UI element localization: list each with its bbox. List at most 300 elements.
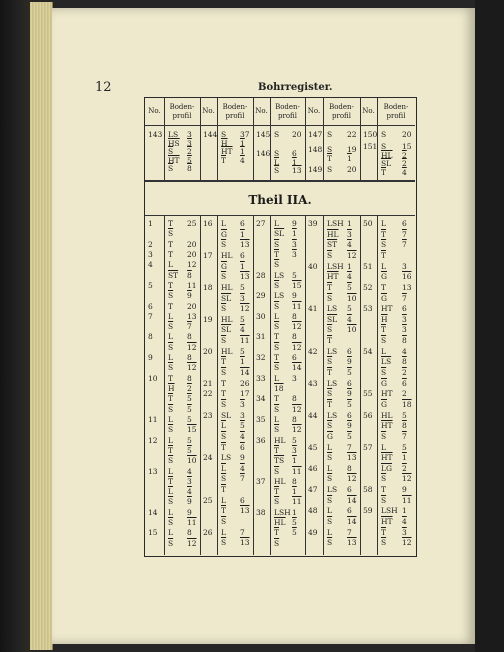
profile-depth: 5: [292, 435, 297, 445]
profile-layer: $\overline{S}$: [381, 495, 387, 505]
profile-layer: $\overline{S}$: [221, 272, 227, 282]
entry-number: 31: [256, 332, 266, 342]
profile-layer: $\overline{LS}$: [381, 357, 392, 367]
profile-layer: $\overline{T}$: [327, 153, 333, 163]
profile-depth: 3: [187, 138, 192, 148]
profile-layer: $\overline{S}$: [327, 453, 333, 463]
entry-number: 47: [308, 485, 318, 495]
profile-depth: 8: [402, 336, 407, 346]
profile-layer: L: [168, 311, 173, 321]
profile-depth: 6: [347, 378, 352, 388]
profile-depth: 4: [402, 517, 407, 527]
profile-layer: $\overline{S}$: [327, 538, 333, 548]
profile-layer: L: [274, 414, 279, 424]
profile-layer: $\overline{G}$: [327, 431, 333, 441]
profile-depth: 26: [240, 378, 250, 388]
profile-depth: 16: [402, 272, 412, 282]
profile-depth: 6: [240, 495, 245, 505]
profile-layer: $\overline{L}$: [274, 157, 279, 167]
profile-depth: 13: [240, 506, 250, 516]
profile-depth: 6: [240, 442, 245, 452]
profile-depth: 1: [347, 219, 352, 228]
profile-depth: 10: [347, 325, 357, 335]
bore-register-table: [144, 97, 417, 557]
profile-layer: $\overline{S}$: [274, 239, 280, 249]
profile-layer: $\overline{S}$: [221, 474, 227, 484]
profile-layer: HL: [274, 476, 286, 486]
profile-depth: 11: [292, 497, 302, 507]
profile-layer: S: [381, 142, 387, 151]
profile-depth: 1: [240, 261, 245, 271]
profile-layer: L: [381, 346, 386, 356]
profile-depth: 5: [240, 282, 245, 292]
profile-layer: $\overline{S}$: [327, 495, 333, 505]
running-head: Bohrregister.: [258, 82, 333, 93]
profile-depth: 6: [347, 506, 352, 516]
profile-layer: T: [168, 373, 174, 383]
profile-layer: HL: [221, 346, 233, 356]
profile-depth: 11: [187, 280, 197, 290]
entry-number: 49: [308, 527, 318, 537]
profile-depth: 20: [187, 249, 197, 259]
profile-depth: 22: [347, 130, 357, 139]
profile-depth: 1: [240, 147, 245, 156]
entry-number: 28: [256, 270, 266, 280]
profile-depth: 12: [187, 342, 197, 352]
profile-depth: 7: [240, 527, 245, 537]
profile-layer: $\overline{S}$: [327, 474, 333, 484]
profile-depth: 11: [292, 301, 302, 311]
profile-depth: 4: [402, 167, 407, 177]
profile-depth: 4: [187, 466, 192, 476]
profile-layer: $\overline{S}$: [168, 425, 174, 435]
profile-layer: $\overline{S}$: [168, 456, 174, 466]
profile-depth: 12: [292, 322, 302, 332]
profile-depth: 8: [187, 373, 192, 383]
profile-depth: 3: [240, 399, 245, 409]
column-rule: [305, 215, 306, 555]
profile-layer: L: [168, 507, 173, 517]
profile-depth: 2: [402, 368, 407, 378]
profile-depth: 12: [187, 538, 197, 548]
column-rule: [360, 215, 361, 555]
profile-layer: T: [168, 280, 174, 290]
profile-depth: 20: [347, 165, 357, 174]
profile-layer: L: [327, 463, 332, 473]
profile-depth: 7: [402, 229, 407, 239]
profile-depth: 12: [402, 474, 412, 484]
profile-layer: L: [274, 373, 279, 383]
profile-layer: $\overline{L}$: [221, 421, 226, 431]
profile-depth: 6: [240, 250, 245, 260]
profile-layer: $\overline{S}$: [168, 229, 174, 239]
profile-layer: $\overline{T}$: [221, 485, 227, 495]
profile-depth: 8: [187, 164, 192, 173]
entry-number: 144: [203, 130, 218, 139]
profile-depth: 4: [240, 463, 245, 473]
entry-number: 149: [308, 165, 323, 174]
profile-layer: L: [327, 506, 332, 516]
profile-layer: S: [274, 130, 280, 139]
entry-number: 34: [256, 394, 266, 404]
profile-depth: 5: [187, 445, 192, 455]
profile-depth: 6: [240, 219, 245, 228]
profile-depth: 3: [402, 261, 407, 271]
profile-layer: L: [327, 527, 332, 537]
profile-layer: S: [221, 130, 227, 139]
profile-depth: 7: [402, 431, 407, 441]
header-no: No.: [362, 107, 375, 115]
profile-depth: 12: [292, 342, 302, 352]
profile-layer: $\overline{S}$: [168, 322, 174, 332]
profile-layer: $\overline{S}$: [381, 538, 387, 548]
entry-number: 12: [148, 435, 158, 445]
profile-layer: $\overline{S}$: [274, 425, 280, 435]
profile-layer: $\overline{S}$: [221, 517, 227, 527]
profile-depth: 8: [292, 394, 297, 404]
profile-depth: 5: [402, 442, 407, 452]
profile-depth: 9: [240, 453, 245, 463]
profile-depth: 1: [292, 229, 297, 239]
profile-layer: $\overline{L}$: [168, 487, 173, 497]
profile-depth: 9: [187, 507, 192, 517]
profile-depth: 3: [292, 249, 297, 259]
profile-layer: L: [381, 442, 386, 452]
profile-layer: $\overline{HT}$: [381, 421, 393, 431]
header-bodenprofil: Boden- profil: [222, 102, 248, 120]
profile-layer: S: [274, 149, 280, 158]
profile-layer: LS: [168, 130, 179, 139]
profile-depth: 5: [240, 314, 245, 324]
profile-layer: HL: [221, 250, 233, 260]
profile-layer: $\overline{S}$: [274, 497, 280, 507]
entry-number: 40: [308, 261, 318, 271]
profile-layer: $\overline{T}$: [327, 399, 333, 409]
profile-layer: L: [274, 311, 279, 321]
profile-depth: 4: [347, 272, 352, 282]
profile-layer: $\overline{T}$: [381, 325, 387, 335]
profile-depth: 6: [347, 346, 352, 356]
profile-layer: $\overline{G}$: [381, 378, 387, 388]
profile-depth: 8: [347, 463, 352, 473]
entry-number: 25: [203, 495, 213, 505]
profile-depth: 9: [347, 421, 352, 431]
entry-number: 15: [148, 528, 158, 538]
profile-layer: L: [221, 219, 226, 228]
profile-depth: 1: [292, 487, 297, 497]
profile-layer: $\overline{G}$: [221, 229, 227, 239]
profile-depth: 1: [240, 229, 245, 239]
profile-layer: $\overline{S}$: [168, 404, 174, 414]
profile-depth: 8: [187, 270, 192, 280]
profile-layer: $\overline{HT}$: [327, 272, 339, 282]
profile-depth: 15: [292, 280, 302, 290]
entry-number: 45: [308, 442, 318, 452]
profile-depth: 1: [347, 261, 352, 271]
profile-layer: T: [221, 389, 227, 399]
profile-depth: 14: [347, 517, 357, 527]
profile-layer: $\overline{S}$: [327, 325, 333, 335]
entry-number: 51: [363, 261, 373, 271]
profile-layer: T: [274, 394, 280, 404]
entry-number: 8: [148, 332, 153, 342]
profile-layer: LS: [327, 485, 338, 495]
profile-depth: 9: [347, 389, 352, 399]
entry-number: 33: [256, 373, 266, 383]
profile-layer: HL: [221, 282, 233, 292]
profile-layer: LSH: [274, 507, 291, 517]
section-title: Theil IIA.: [248, 193, 312, 207]
entry-number: 50: [363, 219, 373, 228]
profile-layer: $\overline{S}$: [168, 363, 174, 373]
profile-layer: T: [168, 301, 174, 311]
profile-layer: S: [327, 165, 333, 174]
entry-number: 58: [363, 485, 373, 495]
profile-layer: L: [274, 219, 279, 228]
profile-depth: 11: [292, 466, 302, 476]
profile-depth: 5: [347, 282, 352, 292]
entry-number: 23: [203, 410, 213, 420]
profile-depth: 13: [402, 282, 412, 292]
profile-depth: 2: [402, 463, 407, 473]
profile-layer: $\overline{S}$: [274, 166, 280, 175]
profile-depth: 3: [402, 527, 407, 537]
profile-depth: 6: [402, 219, 407, 228]
profile-layer: $\overline{T}$: [221, 506, 227, 516]
profile-layer: $\overline{T}$: [274, 487, 280, 497]
profile-depth: 15: [402, 142, 412, 151]
header-no: No.: [255, 107, 268, 115]
profile-layer: $\overline{S}$: [381, 474, 387, 484]
entry-number: 10: [148, 373, 158, 383]
profile-layer: $\overline{H}$: [381, 314, 388, 324]
profile-depth: 13: [292, 166, 302, 175]
profile-depth: 3: [187, 130, 192, 139]
profile-depth: 14: [347, 495, 357, 505]
profile-depth: 10: [347, 293, 357, 303]
profile-layer: $\overline{HL}$: [327, 229, 339, 239]
entry-number: 2: [148, 239, 153, 249]
profile-depth: 5: [347, 399, 352, 409]
profile-depth: 6: [347, 485, 352, 495]
profile-layer: S: [327, 130, 333, 139]
profile-layer: $\overline{S}$: [221, 538, 227, 548]
profile-layer: $\overline{SL}$: [327, 314, 338, 324]
profile-layer: $\overline{T}$: [221, 357, 227, 367]
column-rule: [270, 215, 271, 555]
profile-layer: $\overline{SL}$: [221, 325, 232, 335]
column-rule: [164, 215, 165, 555]
profile-layer: LS: [327, 410, 338, 420]
profile-depth: 1: [240, 138, 245, 148]
profile-depth: 12: [187, 260, 197, 270]
profile-layer: $\overline{H}$: [221, 138, 228, 148]
profile-depth: 8: [292, 476, 297, 486]
profile-depth: 3: [240, 293, 245, 303]
profile-layer: $\overline{S}$: [327, 357, 333, 367]
profile-layer: $\overline{S}$: [327, 250, 333, 260]
profile-depth: 13: [187, 311, 197, 321]
entry-number: 53: [363, 304, 373, 314]
profile-depth: 9: [292, 219, 297, 228]
profile-depth: 25: [187, 219, 197, 228]
profile-layer: T: [168, 219, 174, 228]
profile-layer: T: [168, 239, 174, 249]
profile-layer: LS: [274, 270, 285, 280]
profile-layer: $\overline{S}$: [221, 336, 227, 346]
column-rule: [253, 215, 254, 555]
profile-layer: $\overline{S}$: [381, 240, 387, 250]
profile-depth: 12: [347, 474, 357, 484]
entry-number: 27: [256, 219, 266, 228]
profile-depth: 1: [292, 157, 297, 167]
profile-layer: L: [168, 414, 173, 424]
profile-depth: 13: [347, 453, 357, 463]
profile-layer: L: [168, 332, 173, 342]
column-rule: [377, 215, 378, 555]
profile-layer: $\overline{TS}$: [274, 456, 285, 466]
entry-number: 56: [363, 410, 373, 420]
profile-layer: LSH: [327, 261, 344, 271]
profile-depth: 5: [292, 270, 297, 280]
profile-layer: $\overline{S}$: [274, 322, 280, 332]
header-bodenprofil: Boden- profil: [169, 102, 195, 120]
entry-number: 17: [203, 250, 213, 260]
profile-layer: L: [168, 353, 173, 363]
profile-depth: 14: [292, 363, 302, 373]
entry-number: 11: [148, 414, 158, 424]
profile-layer: $\overline{S}$: [327, 293, 333, 303]
profile-depth: 2: [402, 150, 407, 160]
profile-depth: 1: [402, 453, 407, 463]
profile-depth: 3: [402, 325, 407, 335]
profile-layer: $\overline{S}$: [168, 538, 174, 548]
profile-depth: 11: [402, 495, 412, 505]
profile-layer: HL: [274, 435, 286, 445]
profile-layer: $\overline{S}$: [168, 518, 174, 528]
entry-number: 4: [148, 260, 153, 270]
profile-layer: $\overline{S}$: [327, 389, 333, 399]
profile-depth: 13: [240, 240, 250, 250]
profile-depth: 10: [187, 456, 197, 466]
profile-layer: $\overline{S}$: [221, 304, 227, 314]
profile-depth: 3: [292, 373, 297, 383]
profile-depth: 5: [240, 421, 245, 431]
column-rule: [200, 215, 201, 555]
profile-depth: 20: [402, 130, 412, 139]
profile-depth: 6: [292, 353, 297, 363]
profile-depth: 13: [240, 538, 250, 548]
profile-layer: $\overline{H}$: [168, 384, 175, 393]
profile-layer: $\overline{T}$: [327, 368, 333, 378]
header-bodenprofil: Boden- profil: [329, 102, 354, 120]
profile-layer: HL: [381, 410, 393, 420]
profile-layer: $\overline{SL}$: [221, 293, 232, 303]
profile-depth: 8: [402, 357, 407, 367]
header-no: No.: [148, 107, 161, 115]
entry-number: 26: [203, 527, 213, 537]
profile-layer: $\overline{T}$: [381, 229, 387, 239]
entry-number: 35: [256, 414, 266, 424]
profile-depth: 3: [240, 410, 245, 420]
profile-layer: $\overline{HL}$: [381, 150, 393, 160]
profile-depth: 4: [347, 240, 352, 250]
profile-layer: $\overline{S}$: [381, 431, 387, 441]
profile-depth: 9: [187, 497, 192, 507]
profile-depth: 9: [402, 485, 407, 495]
book-spine: [0, 0, 30, 652]
profile-layer: T: [274, 332, 280, 342]
header-bodenprofil: Boden- profil: [275, 102, 300, 120]
profile-layer: T: [168, 249, 174, 259]
profile-depth: 6: [402, 378, 407, 388]
profile-layer: $\overline{SL}$: [381, 159, 392, 168]
profile-layer: $\overline{L}$: [221, 463, 226, 473]
profile-layer: $\overline{HT}$: [381, 517, 393, 527]
entry-number: 145: [256, 130, 271, 139]
entry-number: 22: [203, 389, 213, 399]
profile-depth: 20: [292, 130, 302, 139]
profile-depth: 20: [187, 301, 197, 311]
profile-layer: $\overline{T}$: [168, 476, 174, 486]
profile-layer: $\overline{T}$: [168, 394, 174, 404]
profile-layer: $\overline{S}$: [221, 240, 227, 250]
profile-depth: 5: [187, 414, 192, 424]
profile-depth: 5: [347, 304, 352, 314]
profile-layer: $\overline{HS}$: [168, 138, 180, 148]
profile-layer: $\overline{S}$: [327, 421, 333, 431]
entry-number: 57: [363, 442, 373, 452]
entry-number: 5: [148, 280, 153, 290]
profile-depth: 5: [402, 410, 407, 420]
entry-number: 41: [308, 304, 318, 314]
profile-depth: 14: [240, 368, 250, 378]
profile-depth: 12: [187, 363, 197, 373]
profile-depth: 3: [292, 239, 297, 249]
profile-depth: 6: [292, 149, 297, 158]
profile-layer: S: [381, 130, 387, 139]
profile-depth: 5: [292, 528, 297, 538]
profile-depth: 8: [402, 421, 407, 431]
profile-depth: 12: [240, 304, 250, 314]
profile-layer: $\overline{S}$: [168, 164, 174, 173]
profile-layer: $\overline{S}$: [274, 280, 280, 290]
profile-depth: 3: [292, 445, 297, 455]
entry-number: 30: [256, 311, 266, 321]
profile-layer: $\overline{T}$: [168, 445, 174, 455]
entry-number: 44: [308, 410, 318, 420]
profile-layer: $\overline{T}$: [274, 528, 280, 538]
page-edges: [30, 2, 53, 650]
profile-depth: 2: [402, 159, 407, 168]
profile-layer: $\overline{S}$: [274, 404, 280, 414]
profile-layer: T: [221, 378, 227, 388]
profile-layer: LS: [327, 378, 338, 388]
profile-layer: L: [381, 219, 386, 228]
profile-depth: 2: [187, 147, 192, 156]
background-right: [475, 0, 504, 652]
entry-number: 16: [203, 219, 213, 228]
row-rule: [145, 125, 415, 126]
profile-depth: 2: [187, 384, 192, 393]
profile-depth: 8: [187, 528, 192, 538]
entry-number: 20: [203, 346, 213, 356]
profile-depth: 4: [240, 431, 245, 441]
profile-depth: 5: [347, 431, 352, 441]
entry-number: 52: [363, 282, 373, 292]
entry-number: 7: [148, 311, 153, 321]
profile-depth: 1: [292, 507, 297, 517]
